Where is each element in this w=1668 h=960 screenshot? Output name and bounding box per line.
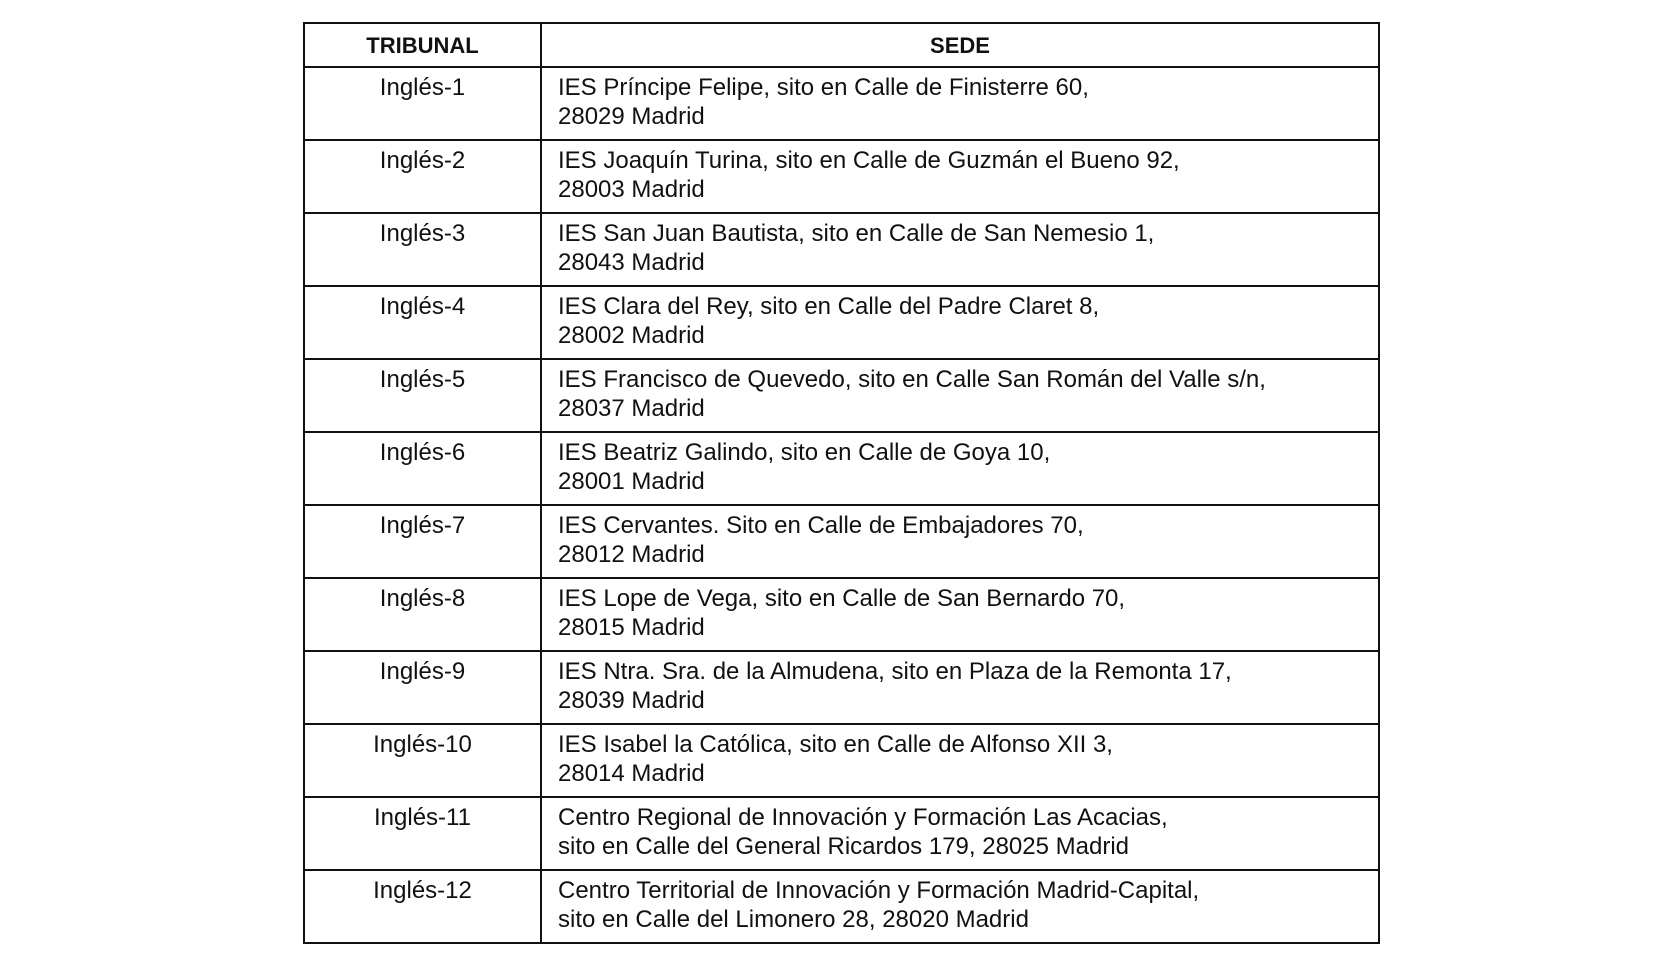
sede-cell — [541, 870, 1379, 943]
sede-line: 28003 Madrid — [558, 176, 705, 203]
tribunal-cell: Inglés-2 — [304, 140, 541, 213]
table-row — [304, 286, 1379, 359]
sede-cell — [541, 67, 1379, 140]
sede-cell — [541, 651, 1379, 724]
sede-cell — [541, 359, 1379, 432]
table-header-row — [304, 23, 1379, 67]
sede-line: sito en Calle del Limonero 28, 28020 Madrid — [558, 906, 1029, 933]
sede-line: IES Francisco de Quevedo, sito en Calle San Román del Valle s/n, — [558, 366, 1266, 393]
tribunal-sede-table — [303, 22, 1380, 944]
sede-cell — [541, 505, 1379, 578]
sede-cell — [541, 140, 1379, 213]
sede-line: 28014 Madrid — [558, 760, 705, 787]
tribunal-cell: Inglés-4 — [304, 286, 541, 359]
table-row — [304, 578, 1379, 651]
tribunal-cell: Inglés-8 — [304, 578, 541, 651]
sede-cell — [541, 578, 1379, 651]
sede-line: IES Lope de Vega, sito en Calle de San Bernardo 70, — [558, 585, 1126, 612]
tribunal-cell: Inglés-12 — [304, 870, 541, 943]
tribunal-cell: Inglés-10 — [304, 724, 541, 797]
tribunal-cell: Inglés-11 — [304, 797, 541, 870]
table-row — [304, 870, 1379, 943]
sede-line: Centro Regional de Innovación y Formación Las Acacias, — [558, 804, 1168, 831]
tribunal-cell: Inglés-5 — [304, 359, 541, 432]
sede-line: 28015 Madrid — [558, 614, 705, 641]
table-row — [304, 724, 1379, 797]
sede-cell — [541, 432, 1379, 505]
sede-line: Centro Territorial de Innovación y Formación Madrid-Capital, — [558, 877, 1200, 904]
table-row — [304, 651, 1379, 724]
table-row — [304, 140, 1379, 213]
sede-line: 28012 Madrid — [558, 541, 705, 568]
sede-cell — [541, 724, 1379, 797]
sede-line: 28002 Madrid — [558, 322, 705, 349]
sede-line: IES Clara del Rey, sito en Calle del Padre Claret 8, — [558, 293, 1100, 320]
tribunal-cell: Inglés-7 — [304, 505, 541, 578]
tribunal-cell: Inglés-3 — [304, 213, 541, 286]
header-tribunal: TRIBUNAL — [304, 23, 541, 67]
sede-line: 28043 Madrid — [558, 249, 705, 276]
tribunal-cell: Inglés-1 — [304, 67, 541, 140]
sede-line: IES Beatriz Galindo, sito en Calle de Goya 10, — [558, 439, 1051, 466]
tribunal-cell: Inglés-6 — [304, 432, 541, 505]
tribunal-cell: Inglés-9 — [304, 651, 541, 724]
tribunal-sede-table-container — [303, 22, 1380, 944]
sede-line: IES Isabel la Católica, sito en Calle de Alfonso XII 3, — [558, 731, 1113, 758]
sede-line: 28037 Madrid — [558, 395, 705, 422]
sede-line: sito en Calle del General Ricardos 179, 28025 Madrid — [558, 833, 1129, 860]
sede-line: IES Cervantes. Sito en Calle de Embajadores 70, — [558, 512, 1084, 539]
table-row — [304, 505, 1379, 578]
sede-line: IES Ntra. Sra. de la Almudena, sito en Plaza de la Remonta 17, — [558, 658, 1232, 685]
sede-line: IES San Juan Bautista, sito en Calle de San Nemesio 1, — [558, 220, 1155, 247]
table-row — [304, 67, 1379, 140]
table-row — [304, 213, 1379, 286]
table-row — [304, 797, 1379, 870]
sede-cell — [541, 797, 1379, 870]
header-sede: SEDE — [541, 23, 1379, 67]
sede-line: 28001 Madrid — [558, 468, 705, 495]
sede-line: IES Joaquín Turina, sito en Calle de Guzmán el Bueno 92, — [558, 147, 1180, 174]
sede-cell — [541, 213, 1379, 286]
sede-line: IES Príncipe Felipe, sito en Calle de Finisterre 60, — [558, 74, 1089, 101]
table-row — [304, 359, 1379, 432]
sede-line: 28039 Madrid — [558, 687, 705, 714]
sede-cell — [541, 286, 1379, 359]
table-row — [304, 432, 1379, 505]
sede-line: 28029 Madrid — [558, 103, 705, 130]
